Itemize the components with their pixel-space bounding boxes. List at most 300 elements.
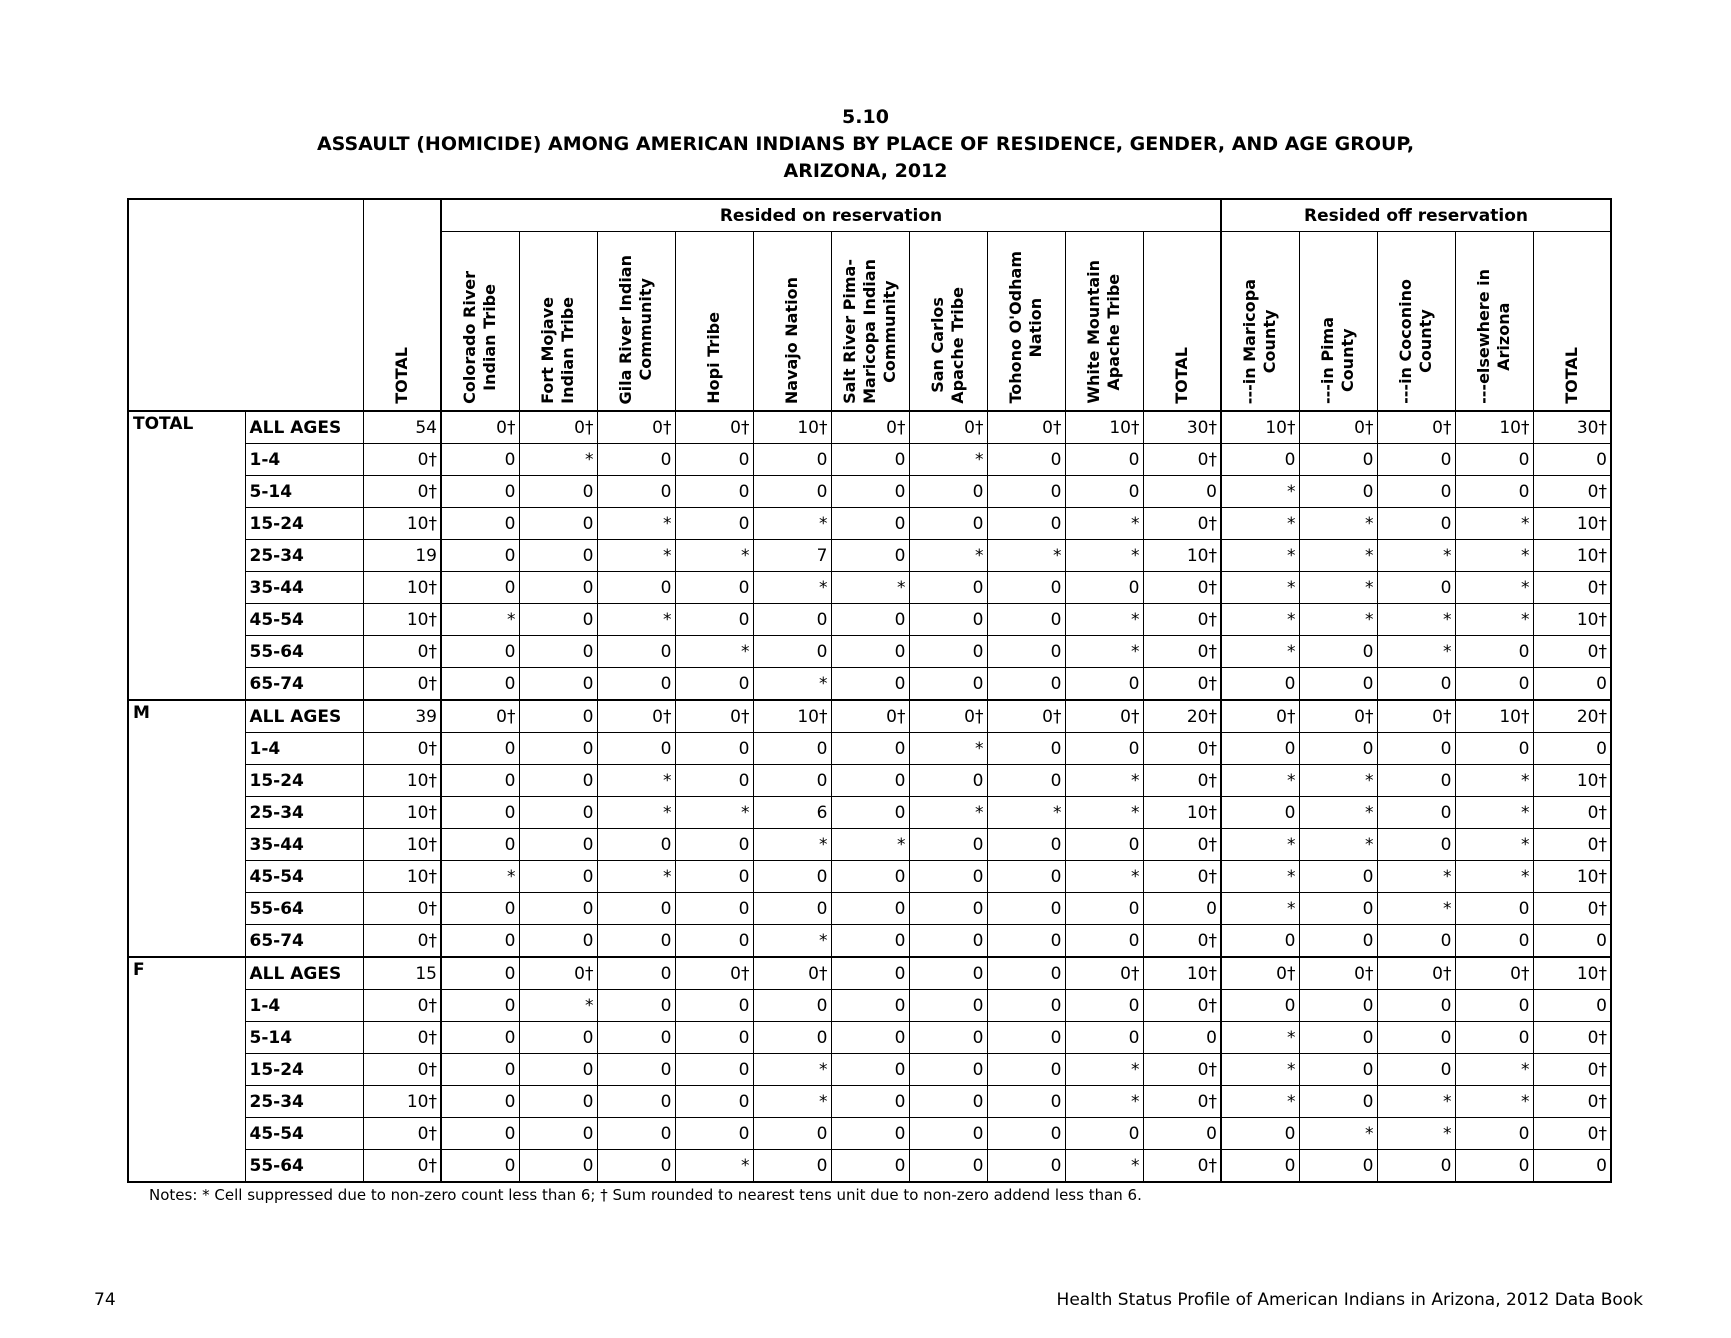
age-group-label: 65-74 bbox=[245, 668, 363, 701]
table-cell: 0 bbox=[987, 1022, 1065, 1054]
age-group-label: 15-24 bbox=[245, 1054, 363, 1086]
group-label: F bbox=[128, 957, 245, 1182]
table-cell: * bbox=[1065, 1054, 1143, 1086]
table-cell: 0 bbox=[987, 733, 1065, 765]
table-cell: 0 bbox=[909, 572, 987, 604]
table-cell: 0 bbox=[441, 829, 519, 861]
table-cell: 0 bbox=[831, 540, 909, 572]
table-cell: * bbox=[1377, 1118, 1455, 1150]
column-header-total bbox=[363, 199, 441, 411]
table-cell: 0 bbox=[909, 990, 987, 1022]
column-header bbox=[1455, 232, 1533, 412]
table-cell: 0† bbox=[363, 733, 441, 765]
table-cell: 0 bbox=[831, 604, 909, 636]
table-cell: * bbox=[753, 508, 831, 540]
table-row bbox=[128, 990, 1611, 1022]
table-cell: 0 bbox=[1221, 1118, 1299, 1150]
column-header bbox=[909, 232, 987, 412]
age-group-label: 55-64 bbox=[245, 636, 363, 668]
table-cell: 0† bbox=[1143, 1150, 1221, 1183]
table-cell: 0 bbox=[441, 540, 519, 572]
table-cell: * bbox=[1377, 636, 1455, 668]
table-row bbox=[128, 733, 1611, 765]
page-number: 74 bbox=[94, 1290, 116, 1310]
table-cell: 0† bbox=[1143, 508, 1221, 540]
table-cell: 0 bbox=[441, 1086, 519, 1118]
table-cell: * bbox=[1065, 508, 1143, 540]
table-row bbox=[128, 411, 1611, 444]
age-group-label: 5-14 bbox=[245, 1022, 363, 1054]
table-cell: 0 bbox=[441, 1150, 519, 1183]
table-cell: 0 bbox=[1533, 668, 1611, 701]
column-header-label: Gila River Indian Community bbox=[616, 254, 655, 404]
table-cell: 0 bbox=[987, 893, 1065, 925]
table-cell: 0 bbox=[597, 444, 675, 476]
table-cell: * bbox=[597, 765, 675, 797]
table-cell: * bbox=[1065, 1086, 1143, 1118]
table-cell: * bbox=[1377, 893, 1455, 925]
column-header bbox=[675, 232, 753, 412]
age-group-label: 25-34 bbox=[245, 540, 363, 572]
column-header-label: ---in Maricopa County bbox=[1240, 278, 1280, 404]
table-cell: 0† bbox=[1143, 861, 1221, 893]
table-cell: * bbox=[1065, 797, 1143, 829]
table-cell: 0 bbox=[831, 476, 909, 508]
table-cell: 0 bbox=[909, 925, 987, 958]
table-cell: 0 bbox=[987, 1086, 1065, 1118]
table-cell: * bbox=[831, 829, 909, 861]
table-cell: 0 bbox=[1221, 1150, 1299, 1183]
table-cell: 0 bbox=[519, 1150, 597, 1183]
table-cell: 0 bbox=[1065, 990, 1143, 1022]
column-header-label: Tohono O'Odham Nation bbox=[1006, 251, 1045, 404]
table-cell: 0† bbox=[1533, 893, 1611, 925]
table-cell: 0 bbox=[675, 829, 753, 861]
table-cell: 0† bbox=[1299, 700, 1377, 733]
table-cell: 0 bbox=[519, 733, 597, 765]
table-cell: 0 bbox=[909, 1054, 987, 1086]
table-cell: * bbox=[753, 1086, 831, 1118]
table-row bbox=[128, 1022, 1611, 1054]
table-cell: 10† bbox=[1533, 957, 1611, 990]
table-cell: 0 bbox=[1455, 636, 1533, 668]
table-cell: 0† bbox=[1143, 668, 1221, 701]
table-cell: 0 bbox=[675, 1086, 753, 1118]
table-cell: 0 bbox=[675, 604, 753, 636]
table-cell: 0† bbox=[1533, 572, 1611, 604]
age-group-label: ALL AGES bbox=[245, 957, 363, 990]
table-row bbox=[128, 1054, 1611, 1086]
table-cell: 0 bbox=[909, 829, 987, 861]
table-cell: 0† bbox=[1143, 636, 1221, 668]
table-cell: 0 bbox=[441, 668, 519, 701]
table-row bbox=[128, 1086, 1611, 1118]
column-header-label: ---elsewhere in Arizona bbox=[1474, 269, 1513, 404]
table-cell: * bbox=[1299, 797, 1377, 829]
table-cell: 0 bbox=[1533, 444, 1611, 476]
table-cell: 0 bbox=[753, 444, 831, 476]
table-cell: 0 bbox=[441, 476, 519, 508]
table-cell: 0 bbox=[441, 572, 519, 604]
table-cell: 10† bbox=[1065, 411, 1143, 444]
column-header-label: Fort Mojave Indian Tribe bbox=[538, 297, 577, 404]
table-cell: * bbox=[909, 444, 987, 476]
table-cell: 0 bbox=[1221, 990, 1299, 1022]
table-cell: 7 bbox=[753, 540, 831, 572]
table-cell: 39 bbox=[363, 700, 441, 733]
table-cell: 0 bbox=[831, 1150, 909, 1183]
table-cell: 0 bbox=[441, 765, 519, 797]
table-cell: 10† bbox=[1533, 508, 1611, 540]
table-cell: 0 bbox=[987, 829, 1065, 861]
table-title bbox=[0, 104, 1731, 185]
table-cell: * bbox=[1455, 540, 1533, 572]
table-cell: 0 bbox=[1299, 1150, 1377, 1183]
column-header bbox=[1143, 232, 1221, 412]
table-cell: 0† bbox=[1377, 957, 1455, 990]
table-cell: 0† bbox=[1533, 476, 1611, 508]
table-cell: 0† bbox=[675, 700, 753, 733]
table-cell: 0† bbox=[363, 636, 441, 668]
table-cell: 0 bbox=[519, 604, 597, 636]
table-cell: 0 bbox=[1377, 444, 1455, 476]
table-cell: 19 bbox=[363, 540, 441, 572]
table-cell: * bbox=[1455, 797, 1533, 829]
table-cell: 0† bbox=[363, 990, 441, 1022]
table-cell: 0† bbox=[1299, 957, 1377, 990]
table-row bbox=[128, 893, 1611, 925]
table-cell: 0 bbox=[1455, 1118, 1533, 1150]
table-cell: 0 bbox=[831, 636, 909, 668]
table-cell: 0† bbox=[1143, 604, 1221, 636]
table-cell: 0† bbox=[1143, 765, 1221, 797]
table-cell: 0 bbox=[987, 604, 1065, 636]
table-cell: 0 bbox=[519, 1054, 597, 1086]
table-cell: * bbox=[519, 444, 597, 476]
table-cell: 0 bbox=[987, 1118, 1065, 1150]
table-cell: 0 bbox=[597, 668, 675, 701]
table-cell: 0 bbox=[519, 508, 597, 540]
table-cell: 0† bbox=[675, 411, 753, 444]
table-cell: 0† bbox=[441, 411, 519, 444]
table-cell: 0 bbox=[1377, 797, 1455, 829]
table-cell: 10† bbox=[1221, 411, 1299, 444]
publication-title: Health Status Profile of American Indians in Arizona, 2012 Data Book bbox=[1056, 1290, 1643, 1310]
age-group-label: 55-64 bbox=[245, 893, 363, 925]
table-cell: 0 bbox=[1299, 636, 1377, 668]
table-cell: 0 bbox=[909, 1118, 987, 1150]
table-cell: * bbox=[675, 797, 753, 829]
age-group-label: 35-44 bbox=[245, 829, 363, 861]
table-cell: 0 bbox=[519, 1086, 597, 1118]
column-header bbox=[519, 232, 597, 412]
table-cell: * bbox=[1065, 604, 1143, 636]
table-cell: 0 bbox=[753, 733, 831, 765]
table-cell: 10† bbox=[1455, 411, 1533, 444]
table-cell: 0† bbox=[1533, 1022, 1611, 1054]
table-cell: 0 bbox=[1065, 829, 1143, 861]
table-cell: 0† bbox=[363, 1118, 441, 1150]
table-cell: 0 bbox=[441, 733, 519, 765]
table-cell: * bbox=[1221, 604, 1299, 636]
table-cell: 0 bbox=[987, 925, 1065, 958]
table-cell: 10† bbox=[1143, 797, 1221, 829]
table-cell: * bbox=[1455, 861, 1533, 893]
table-cell: 0 bbox=[753, 765, 831, 797]
table-cell: * bbox=[1221, 893, 1299, 925]
table-cell: * bbox=[1221, 508, 1299, 540]
table-cell: 0 bbox=[1377, 508, 1455, 540]
table-cell: 0 bbox=[675, 476, 753, 508]
table-cell: * bbox=[909, 797, 987, 829]
table-cell: 0 bbox=[1455, 990, 1533, 1022]
table-cell: 0 bbox=[519, 893, 597, 925]
column-header-label: TOTAL bbox=[1171, 347, 1191, 404]
table-cell: 0† bbox=[909, 700, 987, 733]
table-cell: * bbox=[1455, 829, 1533, 861]
table-cell: 0 bbox=[753, 893, 831, 925]
table-cell: * bbox=[1065, 540, 1143, 572]
table-cell: 0 bbox=[1455, 476, 1533, 508]
table-cell: 0 bbox=[597, 1086, 675, 1118]
table-cell: * bbox=[1377, 1086, 1455, 1118]
table-cell: 0 bbox=[675, 668, 753, 701]
table-cell: 0† bbox=[1377, 411, 1455, 444]
table-cell: 0 bbox=[441, 636, 519, 668]
group-header-on-reservation: Resided on reservation bbox=[441, 199, 1221, 232]
table-cell: 0 bbox=[987, 572, 1065, 604]
table-cell: * bbox=[519, 990, 597, 1022]
table-cell: 0 bbox=[597, 572, 675, 604]
table-cell: 0† bbox=[363, 444, 441, 476]
table-cell: 0 bbox=[987, 861, 1065, 893]
table-cell: 0 bbox=[1455, 925, 1533, 958]
table-cell: 0 bbox=[1299, 668, 1377, 701]
table-cell: * bbox=[597, 861, 675, 893]
column-header bbox=[597, 232, 675, 412]
corner-cell bbox=[128, 199, 363, 411]
age-group-label: 1-4 bbox=[245, 444, 363, 476]
table-cell: * bbox=[753, 668, 831, 701]
table-cell: 0 bbox=[1455, 893, 1533, 925]
column-header-label: ---in Pima County bbox=[1318, 316, 1357, 404]
table-cell: * bbox=[1299, 765, 1377, 797]
column-header-label: TOTAL bbox=[391, 347, 411, 404]
table-cell: 0 bbox=[1143, 893, 1221, 925]
table-cell: 0 bbox=[909, 636, 987, 668]
table-cell: * bbox=[1221, 1086, 1299, 1118]
age-group-label: ALL AGES bbox=[245, 411, 363, 444]
table-cell: 0† bbox=[1221, 700, 1299, 733]
table-cell: 0 bbox=[1455, 1022, 1533, 1054]
table-cell: * bbox=[753, 1054, 831, 1086]
table-cell: 0 bbox=[753, 1150, 831, 1183]
table-cell: 10† bbox=[363, 1086, 441, 1118]
table-cell: 0† bbox=[1065, 957, 1143, 990]
column-header-label: San Carlos Apache Tribe bbox=[928, 287, 967, 404]
age-group-label: 65-74 bbox=[245, 925, 363, 958]
table-cell: 0† bbox=[1533, 1086, 1611, 1118]
table-row bbox=[128, 604, 1611, 636]
table-cell: 0 bbox=[987, 1150, 1065, 1183]
table-cell: * bbox=[597, 797, 675, 829]
table-cell: * bbox=[597, 604, 675, 636]
notes: Notes: * Cell suppressed due to non-zero count less than 6; † Sum rounded to nearest tens unit due to non-zero addend less than 6. bbox=[149, 1186, 1142, 1204]
table-cell: 0 bbox=[831, 1118, 909, 1150]
table-cell: 0 bbox=[831, 668, 909, 701]
table-cell: 0 bbox=[675, 893, 753, 925]
column-header-label: Navajo Nation bbox=[782, 276, 801, 404]
table-cell: 0 bbox=[1221, 797, 1299, 829]
table-cell: 0 bbox=[519, 1022, 597, 1054]
table-cell: 0 bbox=[987, 1054, 1065, 1086]
homicide-data-table bbox=[127, 198, 1612, 1183]
table-cell: 10† bbox=[1455, 700, 1533, 733]
table-cell: 0 bbox=[597, 1022, 675, 1054]
column-header-label: White Mountain Apache Tribe bbox=[1084, 260, 1123, 404]
age-group-label: 55-64 bbox=[245, 1150, 363, 1183]
table-cell: 0 bbox=[1377, 990, 1455, 1022]
table-cell: 0 bbox=[441, 508, 519, 540]
table-cell: * bbox=[441, 604, 519, 636]
table-cell: * bbox=[1377, 540, 1455, 572]
table-cell: 10† bbox=[363, 829, 441, 861]
table-cell: 0 bbox=[1065, 572, 1143, 604]
table-cell: 0 bbox=[1221, 733, 1299, 765]
table-cell: 0 bbox=[1299, 990, 1377, 1022]
table-cell: 0 bbox=[597, 476, 675, 508]
age-group-label: 1-4 bbox=[245, 990, 363, 1022]
table-cell: * bbox=[987, 797, 1065, 829]
table-row bbox=[128, 444, 1611, 476]
table-cell: 0 bbox=[1221, 444, 1299, 476]
table-cell: 0 bbox=[519, 925, 597, 958]
table-cell: 0† bbox=[1143, 1086, 1221, 1118]
table-cell: 0† bbox=[753, 957, 831, 990]
table-cell: 0† bbox=[1143, 925, 1221, 958]
table-cell: 10† bbox=[363, 604, 441, 636]
table-cell: 0 bbox=[753, 1118, 831, 1150]
table-cell: 0 bbox=[831, 861, 909, 893]
table-cell: 0 bbox=[1455, 733, 1533, 765]
table-cell: 0 bbox=[675, 765, 753, 797]
table-cell: 0 bbox=[909, 861, 987, 893]
table-cell: 0 bbox=[909, 1150, 987, 1183]
table-cell: 0 bbox=[675, 444, 753, 476]
table-cell: 0 bbox=[1299, 733, 1377, 765]
column-header bbox=[1533, 232, 1611, 412]
table-cell: * bbox=[753, 925, 831, 958]
table-cell: 0 bbox=[909, 508, 987, 540]
table-cell: 0 bbox=[909, 604, 987, 636]
table-cell: 0 bbox=[831, 1086, 909, 1118]
table-cell: 0 bbox=[987, 765, 1065, 797]
column-header bbox=[1377, 232, 1455, 412]
age-group-label: 25-34 bbox=[245, 1086, 363, 1118]
table-cell: 0 bbox=[831, 1054, 909, 1086]
table-cell: 0 bbox=[1377, 1150, 1455, 1183]
table-cell: * bbox=[675, 636, 753, 668]
table-row bbox=[128, 1118, 1611, 1150]
table-cell: 0 bbox=[519, 476, 597, 508]
table-cell: 0† bbox=[519, 957, 597, 990]
table-cell: 10† bbox=[1143, 540, 1221, 572]
column-header-label: Salt River Pima- Maricopa Indian Community bbox=[840, 259, 899, 404]
table-cell: 0 bbox=[831, 797, 909, 829]
table-cell: 0† bbox=[1143, 733, 1221, 765]
table-cell: 10† bbox=[363, 572, 441, 604]
table-cell: * bbox=[1455, 604, 1533, 636]
table-cell: 0 bbox=[675, 572, 753, 604]
table-cell: 0 bbox=[441, 1022, 519, 1054]
table-cell: * bbox=[1065, 765, 1143, 797]
table-row bbox=[128, 957, 1611, 990]
table-cell: 20† bbox=[1533, 700, 1611, 733]
table-cell: * bbox=[1221, 540, 1299, 572]
table-cell: 0 bbox=[831, 508, 909, 540]
age-group-label: 15-24 bbox=[245, 508, 363, 540]
column-header bbox=[441, 232, 519, 412]
table-cell: 0 bbox=[519, 765, 597, 797]
table-cell: 0 bbox=[1299, 861, 1377, 893]
table-cell: * bbox=[1299, 572, 1377, 604]
table-cell: 0 bbox=[1533, 733, 1611, 765]
table-cell: 0† bbox=[1065, 700, 1143, 733]
table-cell: 10† bbox=[1533, 861, 1611, 893]
table-cell: 0 bbox=[1221, 668, 1299, 701]
table-cell: 0 bbox=[909, 893, 987, 925]
title-line-1: ASSAULT (HOMICIDE) AMONG AMERICAN INDIANS BY PLACE OF RESIDENCE, GENDER, AND AGE GROUP, bbox=[316, 133, 1415, 155]
table-cell: 0 bbox=[831, 765, 909, 797]
table-cell: 10† bbox=[753, 411, 831, 444]
table-cell: 0 bbox=[831, 893, 909, 925]
group-header-off-reservation: Resided off reservation bbox=[1221, 199, 1611, 232]
table-cell: 0† bbox=[1377, 700, 1455, 733]
table-cell: * bbox=[1299, 604, 1377, 636]
title-line-2: ARIZONA, 2012 bbox=[783, 160, 948, 182]
table-cell: 0 bbox=[909, 765, 987, 797]
table-cell: 0 bbox=[675, 1054, 753, 1086]
table-cell: 10† bbox=[363, 861, 441, 893]
table-cell: 0† bbox=[1299, 411, 1377, 444]
table-cell: 0 bbox=[1377, 829, 1455, 861]
table-cell: 0 bbox=[441, 957, 519, 990]
table-cell: 0 bbox=[519, 797, 597, 829]
table-cell: 0 bbox=[1065, 733, 1143, 765]
table-cell: 0 bbox=[1143, 476, 1221, 508]
table-cell: 0 bbox=[519, 636, 597, 668]
table-cell: 0 bbox=[519, 1118, 597, 1150]
table-cell: 0 bbox=[1143, 1118, 1221, 1150]
table-cell: * bbox=[1221, 476, 1299, 508]
table-row bbox=[128, 829, 1611, 861]
table-cell: 0† bbox=[675, 957, 753, 990]
table-cell: 0 bbox=[1377, 925, 1455, 958]
table-cell: 0† bbox=[831, 411, 909, 444]
table-row bbox=[128, 636, 1611, 668]
table-cell: 0 bbox=[597, 733, 675, 765]
table-cell: 0 bbox=[1299, 893, 1377, 925]
age-group-label: ALL AGES bbox=[245, 700, 363, 733]
table-cell: 0 bbox=[441, 925, 519, 958]
table-cell: * bbox=[909, 540, 987, 572]
table-cell: 0 bbox=[1377, 733, 1455, 765]
table-cell: 0 bbox=[987, 990, 1065, 1022]
column-header-label: Hopi Tribe bbox=[704, 312, 723, 404]
table-cell: * bbox=[1299, 508, 1377, 540]
table-cell: 10† bbox=[363, 508, 441, 540]
table-cell: 0† bbox=[363, 668, 441, 701]
